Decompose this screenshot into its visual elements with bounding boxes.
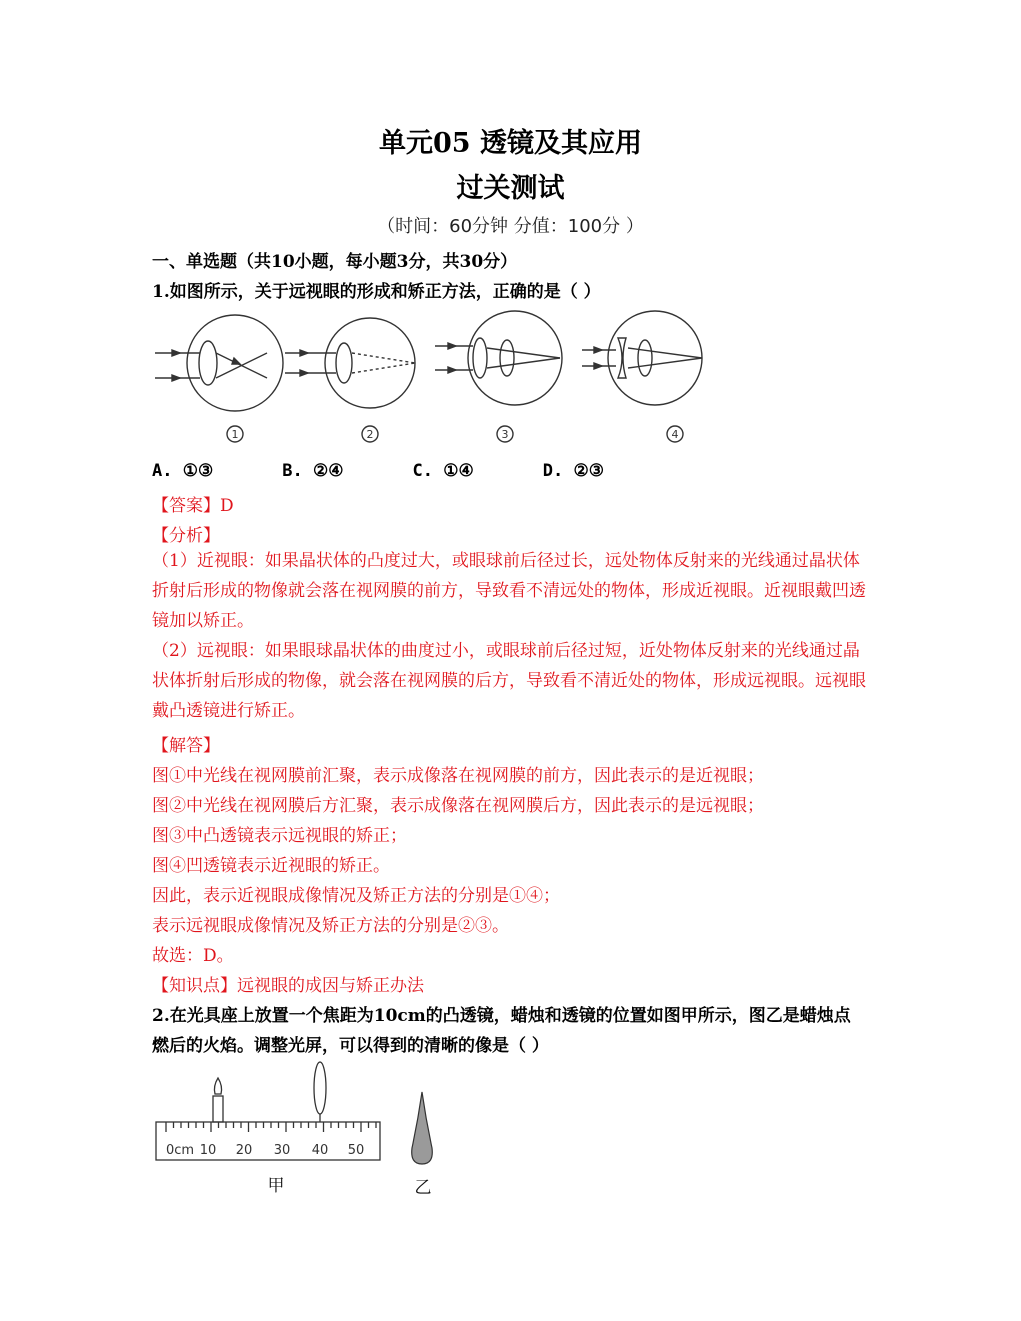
answer: 【答案】D (152, 496, 234, 516)
option-d: D. ②③ (542, 461, 604, 481)
ruler-label: 50 (347, 1143, 365, 1158)
eye-diagram-4 (582, 311, 702, 405)
option-b: B. ②④ (282, 461, 344, 481)
question-1-options (152, 461, 663, 481)
optical-bench-figure (150, 1060, 470, 1200)
analysis-paragraph-1: （1）近视眼：如果晶状体的凸度过大，或眼球前后径过长，远处物体反射来的光线通过晶状体折射后形成的物像就会落在视网膜的前方，导致看不清远处的物体，形成近视眼。近视眼戴凹透镜加以矫正。 (152, 551, 866, 631)
eye-diagrams-figure (150, 308, 710, 448)
figure-label-1: 1 (231, 428, 239, 441)
question-2-stem-line-1: 2.在光具座上放置一个焦距为10cm的凸透镜，蜡烛和透镜的位置如图甲所示，图乙是蜡烛点 (152, 1006, 851, 1026)
section-heading: 一、单选题（共10小题，每小题3分，共30分） (152, 252, 518, 272)
option-c: C. ①④ (412, 461, 474, 481)
flame-figure (412, 1092, 433, 1164)
solution-line: 故选：D。 (152, 946, 234, 966)
lens (314, 1062, 326, 1122)
page-title: 单元05 透镜及其应用 (379, 128, 642, 159)
eye-diagram-3 (435, 311, 562, 405)
question-2-stem-line-2: 燃后的火焰。调整光屏，可以得到的清晰的像是（ ） (152, 1036, 549, 1056)
solution-line: 因此，表示近视眼成像情况及矫正方法的分别是①④； (152, 886, 560, 906)
solution-line: 图②中光线在视网膜后方汇聚，表示成像落在视网膜后方，因此表示的是远视眼； (152, 796, 764, 816)
ruler-label: 20 (235, 1143, 253, 1158)
solution-line: 图④凹透镜表示近视眼的矫正。 (152, 856, 390, 876)
analysis-heading: 【分析】 (152, 526, 220, 546)
knowledge-point: 【知识点】远视眼的成因与矫正办法 (152, 976, 424, 996)
figure-label-2: 2 (366, 428, 374, 441)
option-a: A. ①③ (152, 461, 214, 481)
ruler-label: 40 (311, 1143, 329, 1158)
question-1-stem: 1.如图所示，关于远视眼的形成和矫正方法，正确的是（ ） (152, 282, 601, 302)
candle (213, 1078, 223, 1122)
ruler-label: 30 (273, 1143, 291, 1158)
eye-diagram-1 (155, 315, 283, 411)
ruler-ticks (166, 1122, 376, 1132)
solution-line: 图③中凸透镜表示远视眼的矫正； (152, 826, 407, 846)
eye-diagram-2 (285, 318, 415, 408)
ruler-label: 0cm (165, 1143, 195, 1158)
analysis-paragraph-2: （2）远视眼：如果眼球晶状体的曲度过小，或眼球前后径过短，近处物体反射来的光线通过晶状体折射后形成的物像，就会落在视网膜的后方，导致看不清近处的物体，形成远视眼。远视眼戴凸透镜进行矫正。 (152, 641, 866, 721)
figure-label-jia: 甲 (267, 1176, 285, 1196)
figure-label-3: 3 (501, 428, 509, 441)
ruler-label: 10 (199, 1143, 217, 1158)
solution-line: 图①中光线在视网膜前汇聚，表示成像落在视网膜的前方，因此表示的是近视眼； (152, 766, 764, 786)
figure-label-4: 4 (671, 428, 679, 441)
exam-meta: （时间：60分钟 分值：100分 ） (377, 216, 644, 237)
solution-line: 表示远视眼成像情况及矫正方法的分别是②③。 (152, 916, 509, 936)
solution-heading: 【解答】 (152, 736, 220, 756)
page-subtitle: 过关测试 (456, 173, 565, 204)
figure-label-yi: 乙 (414, 1178, 432, 1198)
